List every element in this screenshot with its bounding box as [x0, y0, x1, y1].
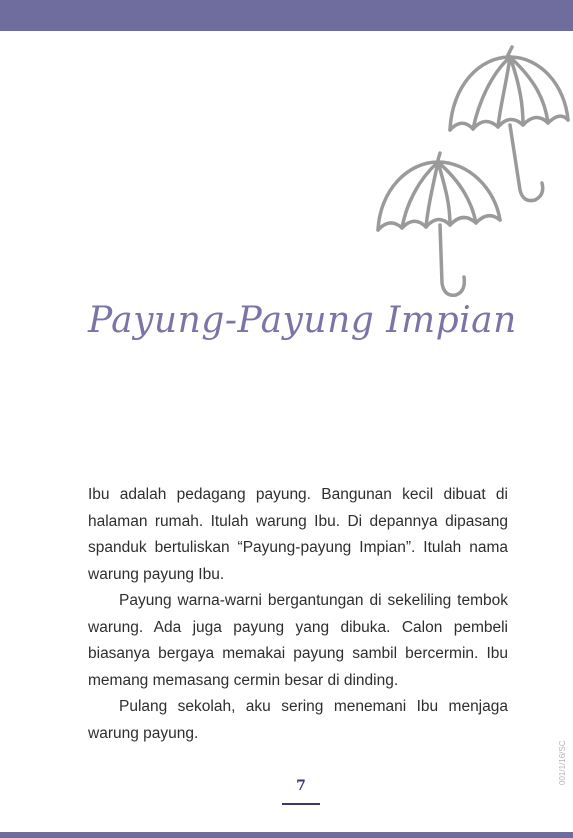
page-number-underline: [282, 803, 320, 805]
umbrella-icon: [450, 47, 568, 201]
paragraph: Payung warna-warni bergantungan di sekeliling tembok warung. Ada juga payung yang dibuka. Calon pembeli biasanya bergaya memakai payung sambil bercermin. Ibu memang memasang cermin besar di dinding.: [88, 592, 508, 689]
page-title: Payung-Payung Impian: [88, 300, 517, 341]
paragraph: Pulang sekolah, aku sering menemani Ibu menjaga warung payung.: [88, 698, 508, 742]
umbrella-illustration: [370, 45, 570, 305]
print-code: 001/1/16/SC: [558, 740, 567, 785]
page-number: 7: [296, 778, 306, 794]
story-text: [88, 482, 508, 747]
header-bar: [0, 0, 573, 31]
paragraph: Ibu adalah pedagang payung. Bangunan kecil dibuat di halaman rumah. Itulah warung Ibu. Di depannya dipasang spanduk bertuliskan “Payung-payung Impian”. Itulah nama warung payung Ibu.: [88, 486, 508, 583]
footer-bar: [0, 832, 573, 838]
umbrella-icon: [378, 153, 500, 295]
